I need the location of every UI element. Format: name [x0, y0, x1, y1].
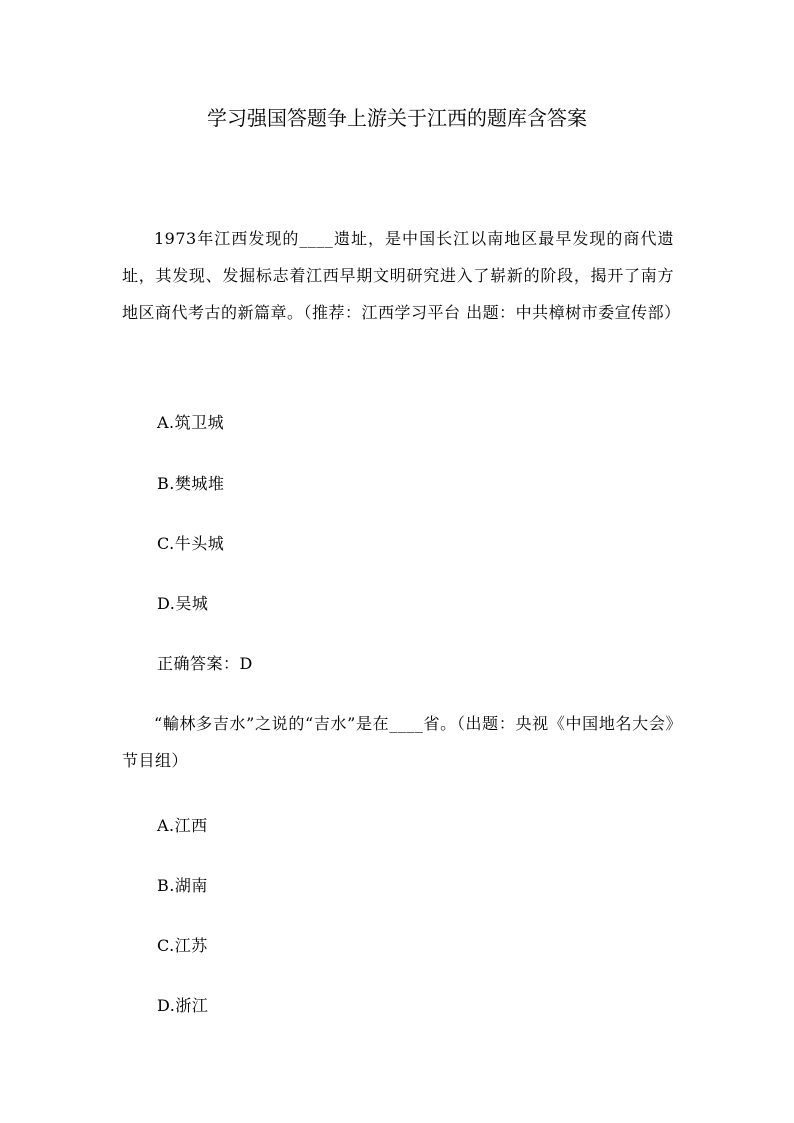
- question-1-option-d: D.吴城: [157, 594, 209, 613]
- document-title: 学习强国答题争上游关于江西的题库含答案: [207, 106, 587, 130]
- question-2-option-d: D.浙江: [157, 996, 209, 1015]
- question-2-option-c: C.江苏: [157, 936, 208, 955]
- question-2-option-a: A.江西: [157, 816, 208, 835]
- question-1-option-b: B.樊城堆: [157, 474, 225, 493]
- question-2-text: “輸林多吉水”之说的“吉水”是在____省。（出题：央视《中国地名大会》节目组）: [122, 714, 674, 770]
- question-1-text: 1973年江西发现的____遗址，是中国长江以南地区最早发现的商代遗址，其发现、发掘标志着江西早期文明研究进入了崭新的阶段，揭开了南方地区商代考古的新篇章。（推荐：江西学习平台 出题：中共樟树市委宣传部）: [122, 229, 681, 322]
- question-1-answer: 正确答案：D: [157, 654, 253, 673]
- question-1-option-a: A.筑卫城: [157, 413, 225, 432]
- question-2-option-b: B.湖南: [157, 876, 208, 895]
- question-1-option-c: C.牛头城: [157, 534, 225, 553]
